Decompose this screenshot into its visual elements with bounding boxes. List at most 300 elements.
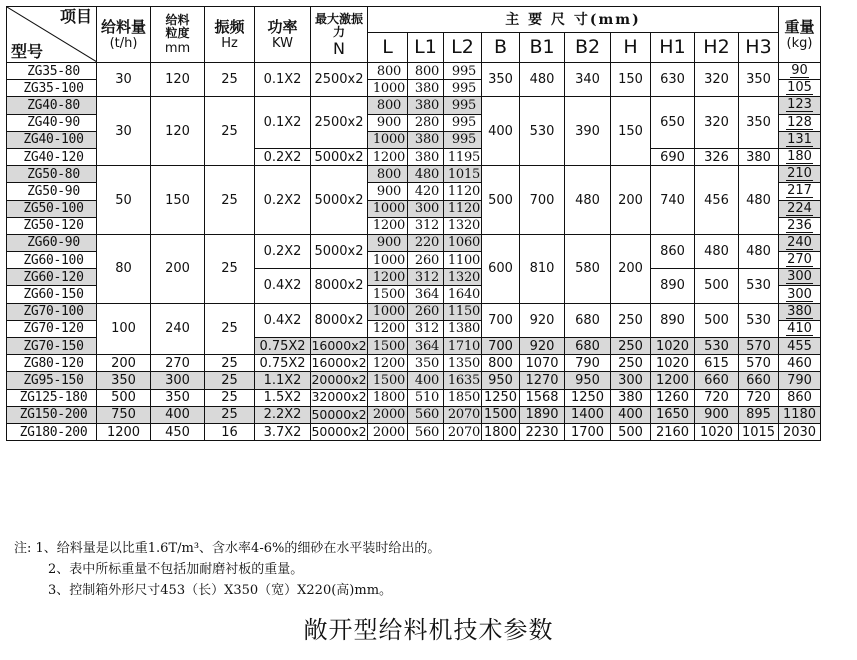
table-row (7, 389, 821, 406)
H3-cell: 480 (739, 234, 779, 268)
H3-cell: 570 (739, 355, 779, 372)
L1-cell: 380 (408, 80, 444, 97)
L-cell: 800 (368, 166, 408, 183)
freq-cell: 25 (205, 389, 255, 406)
weight-value: 270 (787, 252, 812, 268)
H-cell: 250 (611, 355, 651, 372)
B1-cell: 1890 (520, 406, 565, 423)
H1-cell: 1650 (651, 406, 695, 423)
L1-cell: 260 (408, 252, 444, 269)
L1-cell: 560 (408, 406, 444, 423)
power-cell: 0.4X2 (255, 269, 311, 303)
model-cell: ZG40-80 (7, 97, 97, 114)
H3-cell: 350 (739, 97, 779, 149)
weight-cell (779, 131, 821, 148)
model-cell: ZG35-100 (7, 80, 97, 97)
freq-cell: 25 (205, 97, 255, 166)
L-cell: 1000 (368, 303, 408, 320)
weight-cell: 790 (779, 372, 821, 389)
B-cell: 400 (482, 97, 520, 166)
power-cell: 0.1X2 (255, 97, 311, 149)
power-cell: 0.2X2 (255, 166, 311, 235)
header-dim-L2: L2 (444, 33, 482, 63)
note-3: 3、控制箱外形尺寸453（长）X350（宽）X220(高)mm。 (48, 583, 393, 598)
header-dim-L1: L1 (408, 33, 444, 63)
B2-cell: 950 (565, 372, 611, 389)
feed-cell: 30 (97, 97, 151, 166)
weight-cell: 460 (779, 355, 821, 372)
H1-cell: 1020 (651, 338, 695, 355)
header-weight-unit: (kg) (786, 36, 813, 51)
L-cell: 1500 (368, 286, 408, 303)
weight-cell (779, 80, 821, 97)
B2-cell: 480 (565, 166, 611, 235)
B1-cell: 920 (520, 338, 565, 355)
L-cell: 2000 (368, 423, 408, 440)
power-cell: 0.1X2 (255, 63, 311, 97)
table-row (7, 234, 821, 251)
weight-cell (779, 269, 821, 286)
table-row (7, 423, 821, 440)
weight-value: 300 (787, 269, 812, 285)
B2-cell: 390 (565, 97, 611, 166)
feed-cell: 750 (97, 406, 151, 423)
B1-cell: 920 (520, 303, 565, 337)
weight-cell (779, 114, 821, 131)
H-cell: 380 (611, 389, 651, 406)
H1-cell: 1200 (651, 372, 695, 389)
H-cell: 250 (611, 303, 651, 337)
L2-cell: 1015 (444, 166, 482, 183)
L2-cell: 995 (444, 97, 482, 114)
notes (14, 538, 440, 601)
model-cell: ZG70-100 (7, 303, 97, 320)
header-power-label: 功率 (267, 18, 298, 36)
L2-cell: 1850 (444, 389, 482, 406)
weight-value: 128 (787, 114, 812, 130)
header-power-unit: KW (272, 36, 293, 51)
grain-cell: 120 (151, 97, 205, 166)
model-cell: ZG50-100 (7, 200, 97, 217)
H-cell: 200 (611, 234, 651, 303)
header-feed-unit: (t/h) (109, 36, 138, 51)
header-model: 型号 (11, 42, 44, 61)
header-feed-label: 给料量 (100, 18, 146, 36)
freq-cell: 25 (205, 166, 255, 235)
force-cell: 50000x2 (311, 406, 367, 422)
model-cell: ZG70-120 (7, 320, 97, 337)
H1-cell: 1020 (651, 355, 695, 372)
L-cell: 1000 (368, 252, 408, 269)
H3-cell: 480 (739, 166, 779, 235)
B2-cell: 340 (565, 63, 611, 97)
grain-cell: 300 (151, 372, 205, 389)
L2-cell: 1320 (444, 217, 482, 234)
header-freq-unit: Hz (221, 36, 238, 51)
L-cell: 900 (368, 114, 408, 131)
L1-cell: 260 (408, 303, 444, 320)
H-cell: 200 (611, 166, 651, 235)
L1-cell: 510 (408, 389, 444, 406)
B2-cell: 790 (565, 355, 611, 372)
L-cell: 1200 (368, 320, 408, 337)
feed-cell: 500 (97, 389, 151, 406)
H3-cell: 350 (739, 63, 779, 97)
header-power (255, 7, 311, 63)
L1-cell: 420 (408, 183, 444, 200)
weight-value: 217 (787, 183, 812, 199)
H2-cell: 720 (695, 389, 739, 406)
L1-cell: 380 (408, 148, 444, 165)
force-cell: 5000x2 (311, 234, 368, 268)
header-grain (151, 7, 205, 63)
H2-cell: 480 (695, 234, 739, 268)
L-cell: 900 (368, 183, 408, 200)
header-force-unit: N (333, 38, 345, 58)
L2-cell: 995 (444, 80, 482, 97)
H1-cell: 630 (651, 63, 695, 97)
weight-cell (779, 286, 821, 303)
L2-cell: 1060 (444, 234, 482, 251)
L-cell: 1000 (368, 131, 408, 148)
weight-cell: 2030 (779, 423, 821, 440)
H-cell: 150 (611, 63, 651, 97)
freq-cell: 25 (205, 372, 255, 389)
grain-cell: 200 (151, 234, 205, 303)
H2-cell: 900 (695, 406, 739, 423)
table-row (7, 406, 821, 423)
H2-cell: 326 (695, 148, 739, 165)
H3-cell: 720 (739, 389, 779, 406)
header-force (311, 7, 368, 63)
B-cell: 950 (482, 372, 520, 389)
H-cell: 300 (611, 372, 651, 389)
L2-cell: 1635 (444, 372, 482, 389)
force-cell: 5000x2 (311, 166, 368, 235)
L1-cell: 364 (408, 338, 444, 355)
L-cell: 1800 (368, 389, 408, 406)
power-cell: 0.75X2 (255, 338, 311, 355)
H-cell: 250 (611, 338, 651, 355)
H2-cell: 1020 (695, 423, 739, 440)
force-cell: 5000x2 (311, 148, 368, 165)
freq-cell: 25 (205, 234, 255, 303)
weight-value: 123 (787, 97, 812, 113)
table-row (7, 372, 821, 389)
grain-cell: 400 (151, 406, 205, 423)
L1-cell: 380 (408, 131, 444, 148)
L-cell: 1200 (368, 148, 408, 165)
L2-cell: 1380 (444, 320, 482, 337)
model-cell: ZG150-200 (7, 406, 97, 423)
H3-cell: 380 (739, 148, 779, 165)
feed-cell: 80 (97, 234, 151, 303)
header-dim-H: H (611, 33, 651, 63)
H1-cell: 740 (651, 166, 695, 235)
model-cell: ZG180-200 (7, 423, 97, 440)
H1-cell: 890 (651, 269, 695, 303)
weight-value: 180 (787, 149, 812, 165)
L1-cell: 312 (408, 269, 444, 286)
weight-cell: 860 (779, 389, 821, 406)
L2-cell: 1120 (444, 200, 482, 217)
L2-cell: 1100 (444, 252, 482, 269)
freq-cell: 25 (205, 355, 255, 372)
freq-cell: 16 (205, 423, 255, 440)
weight-cell (779, 320, 821, 337)
weight-cell (779, 97, 821, 114)
L2-cell: 1640 (444, 286, 482, 303)
B1-cell: 480 (520, 63, 565, 97)
weight-cell (779, 303, 821, 320)
H1-cell: 2160 (651, 423, 695, 440)
B2-cell: 1400 (565, 406, 611, 423)
table-row (7, 355, 821, 372)
model-cell: ZG60-90 (7, 234, 97, 251)
power-cell: 1.1X2 (255, 372, 311, 389)
model-cell: ZG50-120 (7, 217, 97, 234)
B-cell: 1250 (482, 389, 520, 406)
header-grain-unit: mm (164, 41, 191, 56)
weight-cell: 455 (779, 338, 821, 355)
table-row (7, 97, 821, 114)
model-cell: ZG50-90 (7, 183, 97, 200)
model-cell: ZG60-150 (7, 286, 97, 303)
weight-value: 236 (787, 217, 812, 233)
model-cell: ZG40-90 (7, 114, 97, 131)
weight-value: 224 (787, 200, 812, 216)
H3-cell: 570 (739, 338, 779, 355)
force-cell: 50000x2 (311, 423, 367, 439)
header-freq (205, 7, 255, 63)
L-cell: 1500 (368, 372, 408, 389)
B1-cell: 810 (520, 234, 565, 303)
L1-cell: 800 (408, 63, 444, 80)
power-cell: 0.75X2 (255, 355, 311, 372)
H2-cell: 456 (695, 166, 739, 235)
B2-cell: 680 (565, 303, 611, 337)
force-cell: 2500x2 (311, 63, 368, 97)
weight-value: 410 (787, 320, 812, 336)
force-cell: 8000x2 (311, 269, 368, 303)
model-cell: ZG35-80 (7, 63, 97, 80)
header-dim-B1: B1 (520, 33, 565, 63)
freq-cell: 25 (205, 63, 255, 97)
B-cell: 350 (482, 63, 520, 97)
B-cell: 700 (482, 303, 520, 337)
H3-cell: 530 (739, 269, 779, 303)
weight-value: 240 (787, 234, 812, 250)
model-cell: ZG80-120 (7, 355, 97, 372)
B-cell: 600 (482, 234, 520, 303)
H2-cell: 530 (695, 338, 739, 355)
B1-cell: 1568 (520, 389, 565, 406)
model-cell: ZG125-180 (7, 389, 97, 406)
L2-cell: 995 (444, 63, 482, 80)
L-cell: 900 (368, 234, 408, 251)
B1-cell: 1270 (520, 372, 565, 389)
H2-cell: 500 (695, 269, 739, 303)
force-cell: 20000x2 (311, 372, 367, 388)
B2-cell: 1700 (565, 423, 611, 440)
L1-cell: 380 (408, 97, 444, 114)
B1-cell: 2230 (520, 423, 565, 440)
model-cell: ZG60-120 (7, 269, 97, 286)
header-grain-label: 给料粒度 (165, 13, 190, 40)
force-cell: 2500x2 (311, 97, 368, 149)
power-cell: 3.7X2 (255, 423, 311, 440)
force-cell: 16000x2 (311, 337, 367, 353)
header-dim-H2: H2 (695, 33, 739, 63)
grain-cell: 240 (151, 303, 205, 355)
H1-cell: 1260 (651, 389, 695, 406)
L-cell: 2000 (368, 406, 408, 423)
L-cell: 1200 (368, 217, 408, 234)
note-2: 2、表中所标重量不包括加耐磨衬板的重量。 (48, 562, 304, 577)
grain-cell: 270 (151, 355, 205, 372)
L1-cell: 312 (408, 217, 444, 234)
grain-cell: 450 (151, 423, 205, 440)
B1-cell: 530 (520, 97, 565, 166)
model-cell: ZG40-100 (7, 131, 97, 148)
L2-cell: 1320 (444, 269, 482, 286)
power-cell: 0.4X2 (255, 303, 311, 337)
feed-cell: 50 (97, 166, 151, 235)
table-row (7, 303, 821, 320)
feed-cell: 1200 (97, 423, 151, 440)
H1-cell: 890 (651, 303, 695, 337)
L2-cell: 995 (444, 131, 482, 148)
feed-cell: 200 (97, 355, 151, 372)
H3-cell: 1015 (739, 423, 779, 440)
header-weight (779, 7, 821, 63)
header-dim-H1: H1 (651, 33, 695, 63)
spec-table (6, 6, 821, 441)
header-weight-label: 重量 (784, 18, 815, 36)
power-cell: 0.2X2 (255, 148, 311, 165)
header-item: 项目 (59, 7, 92, 26)
L1-cell: 480 (408, 166, 444, 183)
H3-cell: 660 (739, 372, 779, 389)
B-cell: 500 (482, 166, 520, 235)
B2-cell: 580 (565, 234, 611, 303)
table-row (7, 63, 821, 80)
L-cell: 1000 (368, 80, 408, 97)
L2-cell: 1150 (444, 303, 482, 320)
weight-value: 210 (787, 166, 812, 182)
H1-cell: 650 (651, 97, 695, 149)
weight-cell (779, 63, 821, 80)
L-cell: 1200 (368, 355, 408, 372)
grain-cell: 120 (151, 63, 205, 97)
B-cell: 800 (482, 355, 520, 372)
L2-cell: 1195 (444, 148, 482, 165)
header-dim-B2: B2 (565, 33, 611, 63)
force-cell: 8000x2 (311, 303, 368, 337)
L-cell: 1500 (368, 338, 408, 355)
weight-cell (779, 200, 821, 217)
L-cell: 800 (368, 97, 408, 114)
page-title: 敞开型给料机技术参数 (303, 616, 554, 644)
L-cell: 1200 (368, 269, 408, 286)
weight-cell (779, 217, 821, 234)
H3-cell: 530 (739, 303, 779, 337)
L1-cell: 350 (408, 355, 444, 372)
L2-cell: 1350 (444, 355, 482, 372)
freq-cell: 25 (205, 303, 255, 355)
weight-cell (779, 183, 821, 200)
header-corner (7, 7, 97, 63)
force-cell: 16000x2 (311, 355, 367, 371)
header-feed (97, 7, 151, 63)
H1-cell: 690 (651, 148, 695, 165)
L1-cell: 280 (408, 114, 444, 131)
L-cell: 800 (368, 63, 408, 80)
L2-cell: 2070 (444, 406, 482, 423)
power-cell: 0.2X2 (255, 234, 311, 268)
H2-cell: 660 (695, 372, 739, 389)
L-cell: 1000 (368, 200, 408, 217)
header-dim-H3: H3 (739, 33, 779, 63)
weight-cell (779, 148, 821, 165)
H2-cell: 615 (695, 355, 739, 372)
B-cell: 700 (482, 338, 520, 355)
weight-cell: 1180 (779, 406, 821, 423)
weight-value: 131 (787, 131, 812, 147)
force-cell: 32000x2 (311, 389, 367, 405)
L1-cell: 220 (408, 234, 444, 251)
header-dim-B: B (482, 33, 520, 63)
header-force-label: 最大激振力 (315, 11, 364, 39)
table-row (7, 166, 821, 183)
H-cell: 500 (611, 423, 651, 440)
weight-value: 90 (791, 63, 808, 79)
header-freq-label: 振频 (214, 18, 245, 36)
B1-cell: 1070 (520, 355, 565, 372)
feed-cell: 350 (97, 372, 151, 389)
power-cell: 2.2X2 (255, 406, 311, 423)
weight-value: 380 (787, 303, 812, 319)
power-cell: 1.5X2 (255, 389, 311, 406)
weight-cell (779, 234, 821, 251)
H2-cell: 500 (695, 303, 739, 337)
weight-value: 300 (787, 286, 812, 302)
H2-cell: 320 (695, 97, 739, 149)
B2-cell: 1250 (565, 389, 611, 406)
model-cell: ZG50-80 (7, 166, 97, 183)
L1-cell: 364 (408, 286, 444, 303)
B2-cell: 680 (565, 338, 611, 355)
weight-value: 105 (787, 80, 812, 96)
L2-cell: 1710 (444, 338, 482, 355)
L1-cell: 400 (408, 372, 444, 389)
L2-cell: 995 (444, 114, 482, 131)
feed-cell: 30 (97, 63, 151, 97)
H1-cell: 860 (651, 234, 695, 268)
header-dim-L: L (368, 33, 408, 63)
H-cell: 400 (611, 406, 651, 423)
model-cell: ZG70-150 (7, 338, 97, 355)
grain-cell: 350 (151, 389, 205, 406)
model-cell: ZG60-100 (7, 252, 97, 269)
L1-cell: 560 (408, 423, 444, 440)
L1-cell: 312 (408, 320, 444, 337)
note-1: 注: 1、给料量是以比重1.6T/m³、含水率4-6%的细砂在水平装时给出的。 (14, 541, 441, 556)
L2-cell: 1120 (444, 183, 482, 200)
model-cell: ZG40-120 (7, 148, 97, 165)
freq-cell: 25 (205, 406, 255, 423)
H3-cell: 895 (739, 406, 779, 423)
